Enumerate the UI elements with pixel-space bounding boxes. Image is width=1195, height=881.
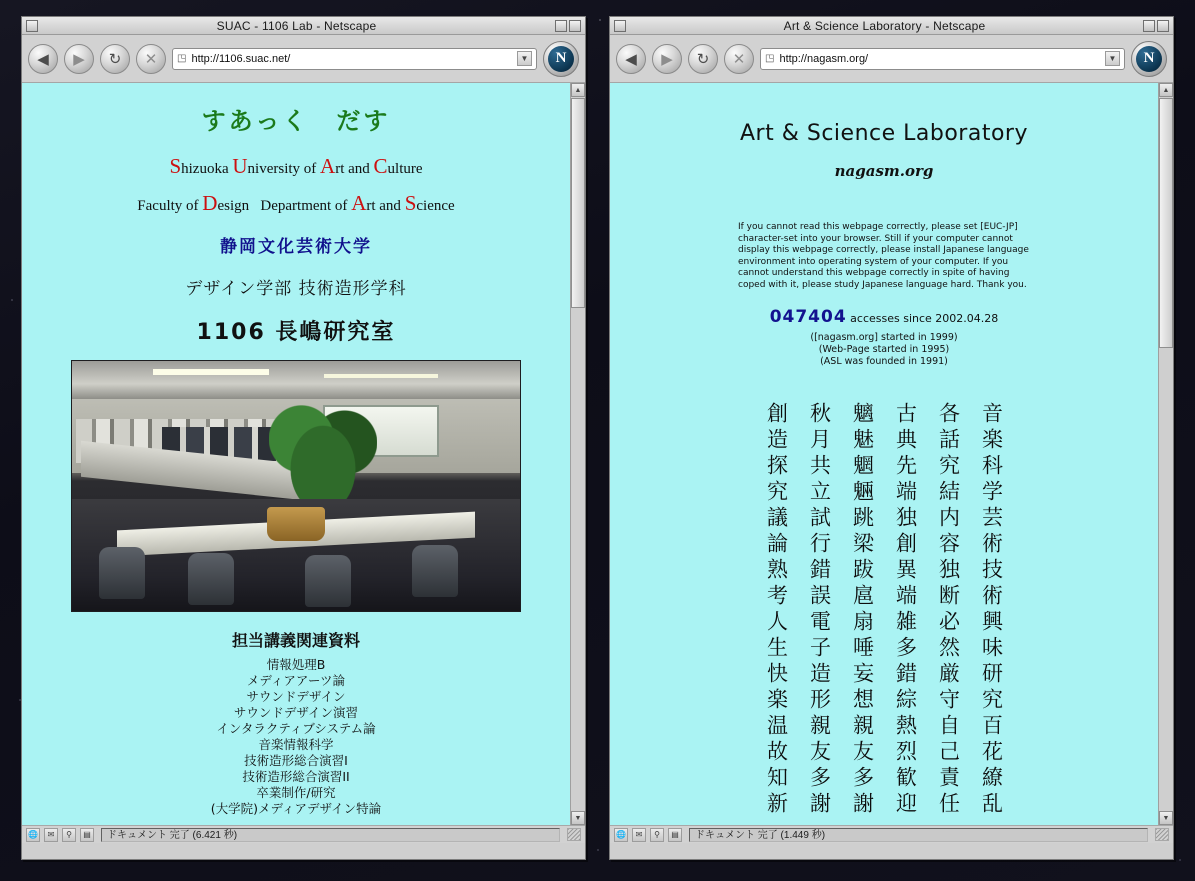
- composer-icon-left[interactable]: ▤: [80, 828, 94, 842]
- url-bar-right[interactable]: [760, 48, 1125, 70]
- list-item[interactable]: サウンドデザイン演習: [233, 705, 359, 720]
- list-item[interactable]: 卒業制作/研究: [256, 785, 336, 800]
- window-close-box-right[interactable]: [1157, 20, 1169, 32]
- photo-chair: [412, 545, 458, 597]
- page-canvas-right: [610, 83, 1158, 825]
- stop-button-right[interactable]: ✕: [724, 44, 754, 74]
- bookmark-icon-left: ◳: [177, 53, 187, 64]
- text-shizuoka: hizuoka: [181, 161, 233, 177]
- reload-button-right[interactable]: ↻: [688, 44, 718, 74]
- list-item[interactable]: 技術造形総合演習I: [244, 753, 348, 768]
- toolbar-left[interactable]: [22, 35, 585, 83]
- titlebar-left[interactable]: [22, 17, 585, 35]
- poem-column: 音楽科学芸術技術興味研究百花繚乱: [979, 402, 1004, 818]
- page-content-left: [22, 83, 585, 825]
- history-line: ([nagasm.org] started in 1999): [810, 332, 958, 343]
- window-title-right: Art & Science Laboratory - Netscape: [783, 18, 986, 33]
- asl-title: Art & Science Laboratory: [740, 121, 1028, 146]
- resize-grip-left[interactable]: [567, 828, 581, 841]
- forward-button-right[interactable]: ▶: [652, 44, 682, 74]
- news-icon-right[interactable]: ⚲: [650, 828, 664, 842]
- scroll-up-button-left[interactable]: ▲: [571, 83, 585, 97]
- list-item[interactable]: 情報処理B: [266, 657, 326, 672]
- url-dropdown-left[interactable]: ▼: [517, 51, 532, 66]
- statusbar-left: [22, 825, 585, 843]
- access-counter-label: accesses since 2002.04.28: [850, 312, 999, 325]
- window-close-box-left[interactable]: [569, 20, 581, 32]
- list-item[interactable]: 技術造形総合演習II: [242, 769, 350, 784]
- cap-a: A: [320, 154, 336, 178]
- cap-d: D: [202, 191, 218, 215]
- course-list: [30, 657, 562, 817]
- university-line-en: [30, 154, 562, 179]
- lab-photo: [71, 360, 521, 612]
- text-science: cience: [416, 198, 455, 214]
- stop-button-left[interactable]: ✕: [136, 44, 166, 74]
- list-item[interactable]: インタラクティブシステム論: [216, 721, 376, 736]
- list-item[interactable]: (大学院)メディアデザイン特論: [210, 801, 382, 816]
- history-lines: [620, 332, 1148, 368]
- back-button-right[interactable]: ◀: [616, 44, 646, 74]
- composer-icon-right[interactable]: ▤: [668, 828, 682, 842]
- history-line: (ASL was founded in 1991): [820, 356, 948, 367]
- cap-a2: A: [351, 191, 367, 215]
- photo-chair: [99, 547, 145, 599]
- poem-column: 各話究結内容独断必然厳守自己責任: [936, 402, 961, 818]
- scroll-down-button-left[interactable]: ▼: [571, 811, 585, 825]
- vertical-scrollbar-left[interactable]: [570, 83, 585, 825]
- window-title-left: SUAC - 1106 Lab - Netscape: [216, 18, 377, 33]
- history-line: (Web-Page started in 1995): [818, 344, 950, 355]
- list-item[interactable]: 音楽情報科学: [258, 737, 334, 752]
- text-art2: rt and: [366, 198, 405, 214]
- photo-chair: [188, 553, 234, 605]
- cap-s: S: [169, 154, 182, 178]
- status-text-right: ドキュメント 完了 (1.449 秒): [689, 828, 1148, 842]
- text-faculty: Faculty of: [137, 198, 203, 214]
- access-counter: 047404: [769, 307, 847, 327]
- url-text-left: http://1106.suac.net/: [191, 52, 291, 65]
- text-university: niversity of: [247, 161, 321, 177]
- page-canvas-left: [22, 83, 570, 825]
- asl-subtitle: nagasm.org: [834, 162, 934, 180]
- cap-c: C: [373, 154, 388, 178]
- forward-button-left[interactable]: ▶: [64, 44, 94, 74]
- list-item[interactable]: メディアアーツ論: [246, 673, 346, 688]
- scroll-thumb-right[interactable]: [1159, 98, 1173, 348]
- url-bar-left[interactable]: [172, 48, 537, 70]
- url-dropdown-right[interactable]: ▼: [1105, 51, 1120, 66]
- globe-icon-left[interactable]: 🌐: [26, 828, 40, 842]
- netscape-logo-right[interactable]: N: [1131, 41, 1167, 77]
- globe-icon-right[interactable]: 🌐: [614, 828, 628, 842]
- lab-name-jp: 1106 長嶋研究室: [196, 320, 396, 345]
- department-name-jp: デザイン学部 技術造形学科: [185, 279, 407, 299]
- back-button-left[interactable]: ◀: [28, 44, 58, 74]
- scroll-thumb-left[interactable]: [571, 98, 585, 308]
- page-title-jp: すあっく だす: [201, 107, 391, 135]
- poem-column: 古典先端独創異端雑多錯綜熱烈歓迎: [893, 402, 918, 818]
- status-text-left: ドキュメント 完了 (6.421 秒): [101, 828, 560, 842]
- access-counter-row: [620, 307, 1148, 327]
- photo-ceiling: [72, 361, 520, 399]
- page-content-right: [610, 83, 1173, 825]
- scroll-down-button-right[interactable]: ▼: [1159, 811, 1173, 825]
- news-icon-left[interactable]: ⚲: [62, 828, 76, 842]
- cap-u: U: [232, 154, 248, 178]
- netscape-logo-left[interactable]: N: [543, 41, 579, 77]
- faculty-line-en: [30, 191, 562, 216]
- resize-grip-right[interactable]: [1155, 828, 1169, 841]
- poem-column: 魑魅魍魎跳梁跋扈扇唾妄想親友多謝: [850, 402, 875, 818]
- titlebar-right[interactable]: [610, 17, 1173, 35]
- url-text-right: http://nagasm.org/: [779, 52, 869, 65]
- charset-notice: If you cannot read this webpage correctly, please set [EUC-JP] character-set into your browser. Still if your computer cannot display this webpage correctly, please install Japanese language environment into operating system of your computer. If you cannot understand this webpage correctly in spite of having coped with it, please study Japanese language hard. Thank you.: [738, 222, 1029, 290]
- window-collapse-box-right[interactable]: [614, 20, 626, 32]
- text-design: esign Department of: [217, 198, 352, 214]
- mail-icon-left[interactable]: ✉: [44, 828, 58, 842]
- vertical-poem: [620, 402, 1148, 818]
- text-art: rt and: [335, 161, 374, 177]
- reload-button-left[interactable]: ↻: [100, 44, 130, 74]
- course-heading: 担当講義関連資料: [231, 631, 360, 650]
- list-item[interactable]: サウンドデザイン: [246, 689, 346, 704]
- poem-column: 創造探究議論熟考人生快楽温故知新: [764, 402, 789, 818]
- scroll-up-button-right[interactable]: ▲: [1159, 83, 1173, 97]
- browser-window-right[interactable]: [609, 16, 1174, 860]
- vertical-scrollbar-right[interactable]: [1158, 83, 1173, 825]
- cap-s2: S: [404, 191, 417, 215]
- toolbar-right[interactable]: [610, 35, 1173, 83]
- photo-basket: [267, 507, 325, 541]
- bookmark-icon-right: ◳: [765, 53, 775, 64]
- university-name-jp: 静岡文化芸術大学: [220, 237, 372, 257]
- window-zoom-box-right[interactable]: [1143, 20, 1155, 32]
- window-collapse-box-left[interactable]: [26, 20, 38, 32]
- window-zoom-box-left[interactable]: [555, 20, 567, 32]
- mail-icon-right[interactable]: ✉: [632, 828, 646, 842]
- photo-chair: [305, 555, 351, 607]
- text-culture: ulture: [387, 161, 423, 177]
- browser-window-left[interactable]: [21, 16, 586, 860]
- poem-column: 秋月共立試行錯誤電子造形親友多謝: [807, 402, 832, 818]
- statusbar-right: [610, 825, 1173, 843]
